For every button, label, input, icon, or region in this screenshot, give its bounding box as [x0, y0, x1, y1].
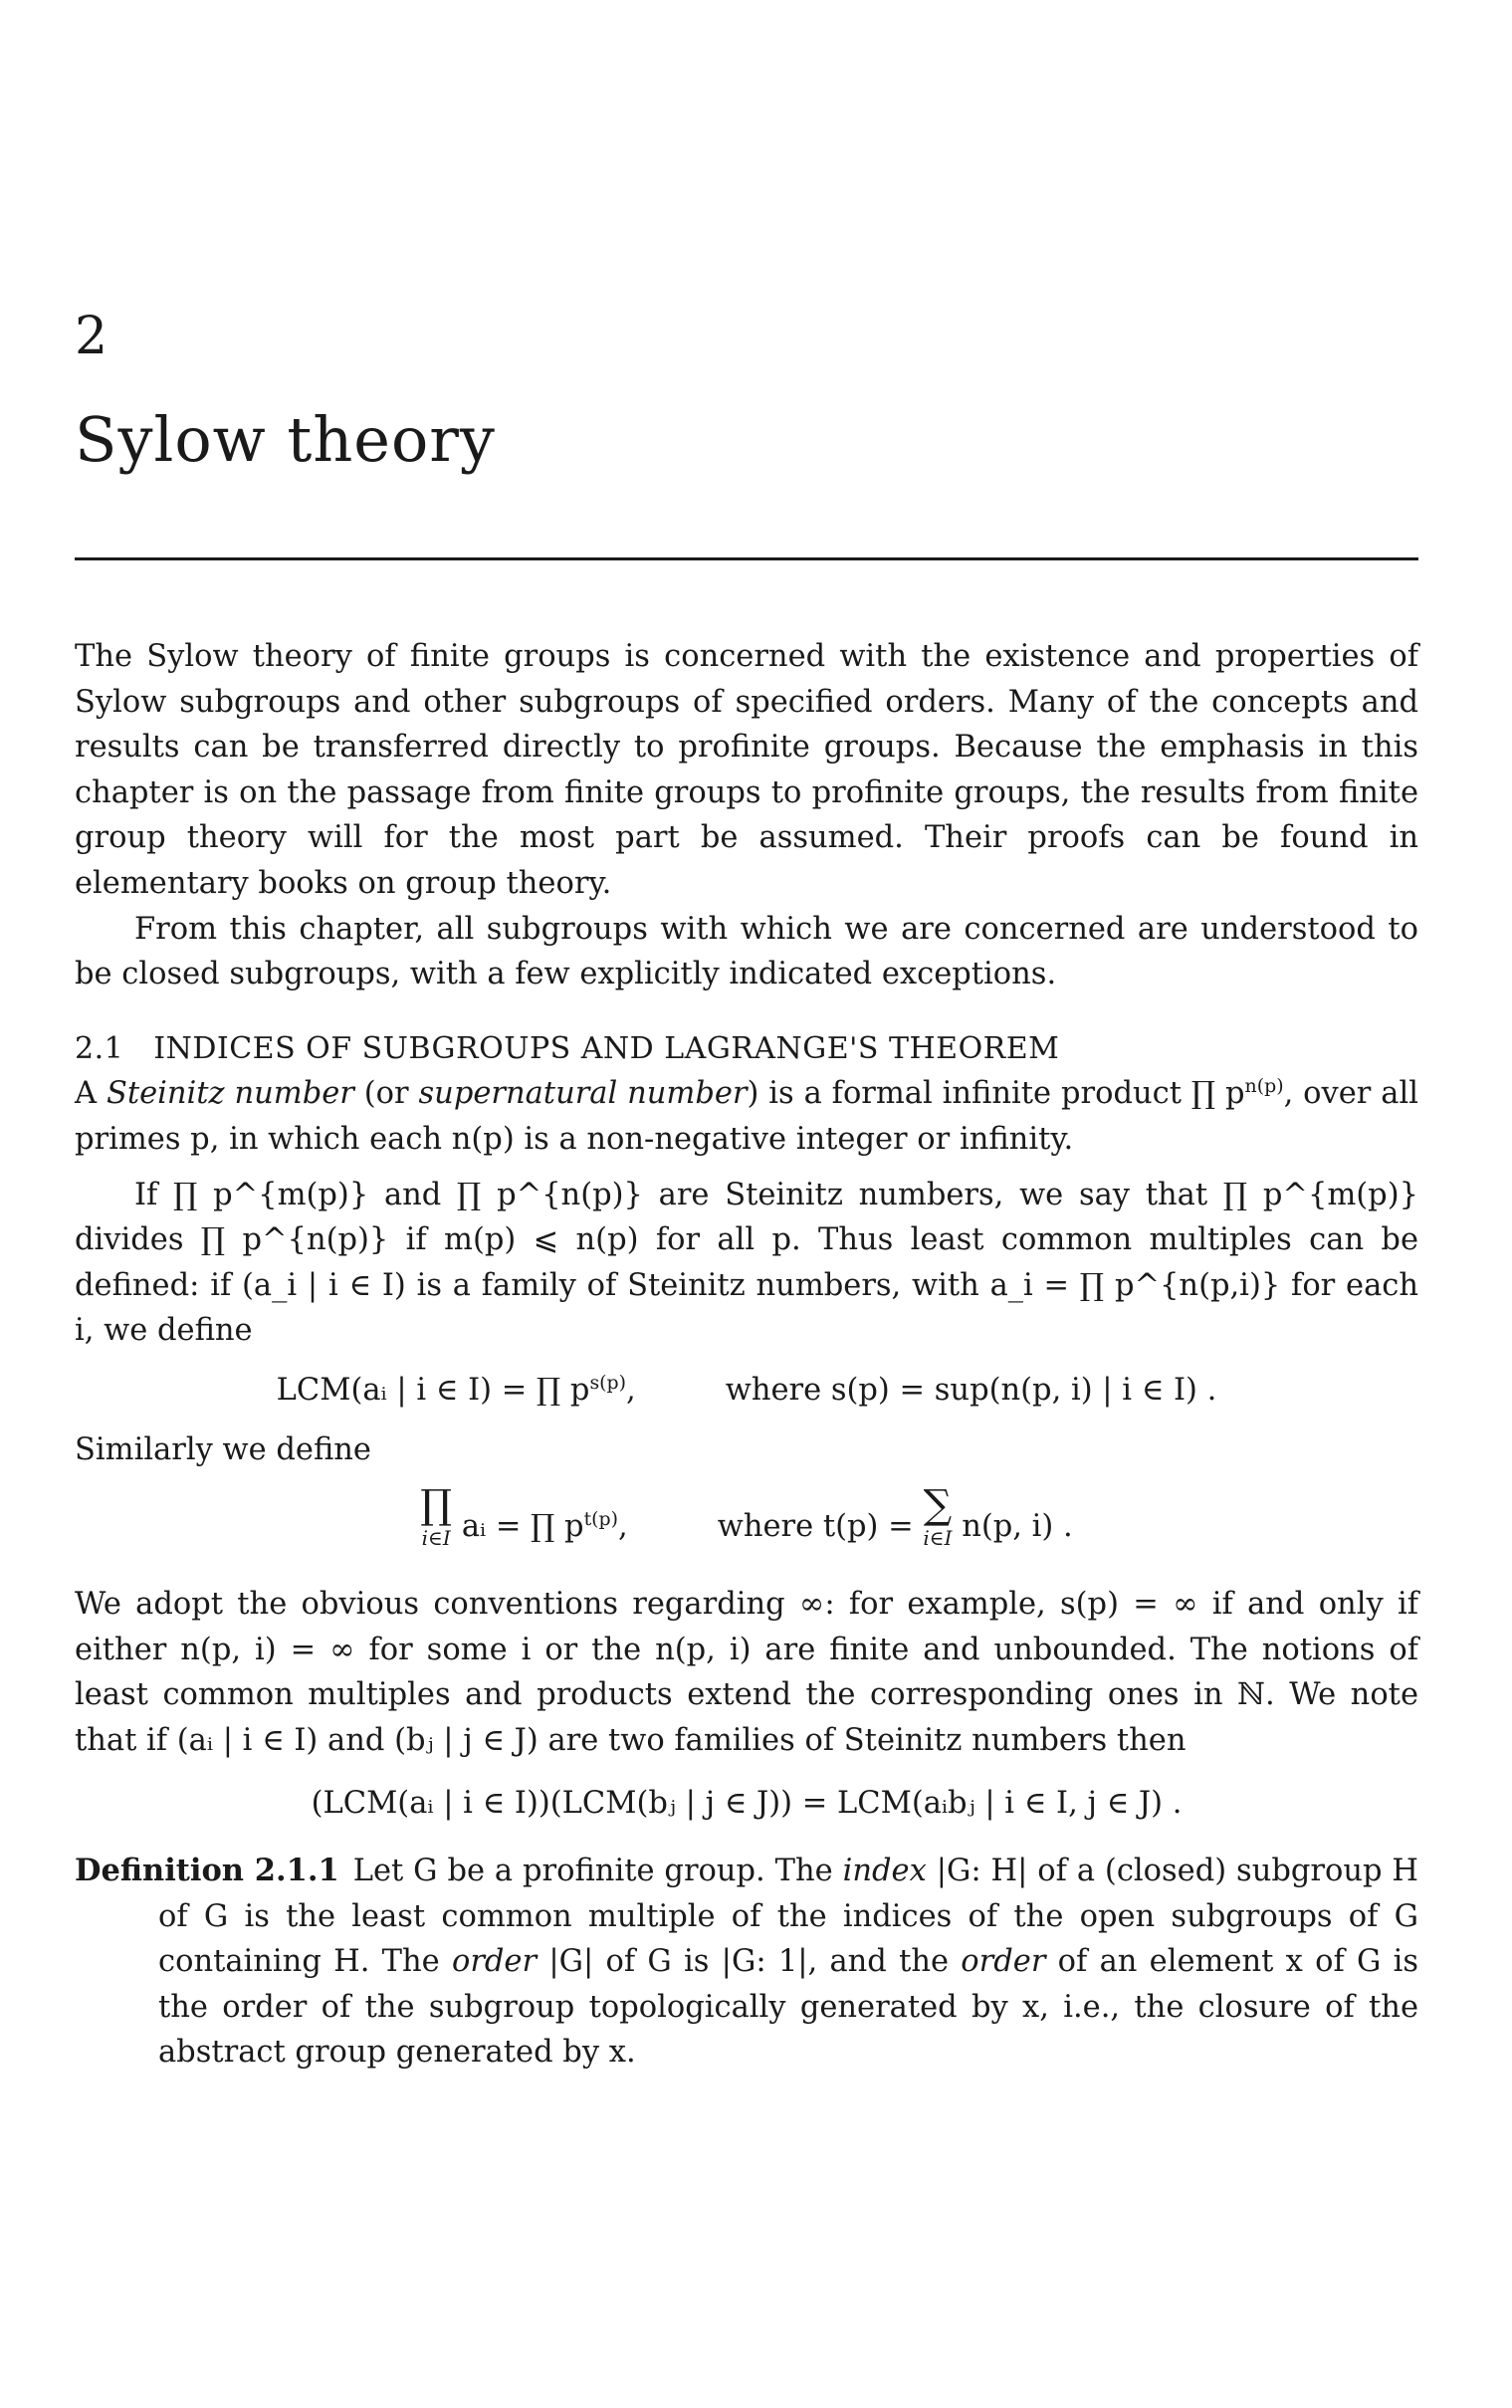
product-left-exponent: t(p) — [583, 1507, 619, 1530]
section-number: 2.1 — [75, 1030, 124, 1066]
chapter-rule — [75, 557, 1418, 560]
lcm-left-comma: , — [626, 1372, 636, 1408]
sum-subscript: i∈I — [923, 1526, 953, 1551]
product-formula-right — [718, 1482, 1073, 1550]
chapter-title: Sylow theory — [75, 403, 496, 476]
lcm-left-exponent: s(p) — [589, 1371, 627, 1394]
product-subscript: i∈I — [421, 1526, 451, 1551]
sum-operator: ∑ — [923, 1482, 953, 1529]
steinitz-exponent: n(p) — [1244, 1075, 1284, 1098]
definition-text-d: of an element x of G is the order of the subgroup topologically generated by x, i.e., the closure of the abstract group generated by x. — [158, 1944, 1419, 2071]
product-formula-left — [420, 1482, 627, 1550]
steinitz-paren: (or — [363, 1076, 409, 1112]
definition-label: Definition 2.1.1 — [75, 1853, 339, 1889]
lcm-left-text: LCM(aᵢ | i ∈ I) = ∏ p — [276, 1372, 590, 1408]
definition-2-1-1 — [75, 1849, 1418, 2076]
body-text — [75, 634, 1418, 2076]
section-heading — [75, 1026, 1418, 1072]
lcm-formula-left — [277, 1368, 636, 1414]
term-steinitz-number: Steinitz number — [106, 1076, 354, 1112]
conventions-paragraph: We adopt the obvious conventions regarding ∞: for example, s(p) = ∞ if and only if either n(p, i) = ∞ for some i or the n(p, i) are finite and unbounded. The notions of least common multiples and products extend the corresponding ones in ℕ. We note that if (aᵢ | i ∈ I) and (bⱼ | j ∈ J) are two families of Steinitz numbers then — [75, 1587, 1418, 1758]
product-left-body — [462, 1504, 628, 1550]
steinitz-lead: A — [75, 1076, 98, 1112]
definition-text-c: |G| of G is |G: 1|, and the — [548, 1944, 950, 1980]
term-order-2: order — [961, 1944, 1046, 1980]
product-operator: ∏ — [420, 1482, 453, 1529]
chapter-number: 2 — [75, 307, 108, 366]
steinitz-rest: ) is a formal infinite product ∏ p — [747, 1076, 1245, 1112]
intro-paragraph-2: From this chapter, all subgroups with which we are concerned are understood to be closed subgroups, with a few explicitly indicated exceptions. — [75, 911, 1418, 992]
product-left-term: aᵢ = ∏ p — [461, 1509, 584, 1545]
divides-paragraph: If ∏ p^{m(p)} and ∏ p^{n(p)} are Steinitz numbers, we say that ∏ p^{m(p)} divides ∏ p^{n(p)} if m(p) ⩽ n(p) for all p. Thus least common multiples can be defined: if (a_i | i ∈ I) is a family of Steinitz numbers, with a_i = ∏ p^{n(p,i)} for each i, we define — [75, 1177, 1418, 1349]
section-title: INDICES OF SUBGROUPS AND LAGRANGE'S THEOREM — [153, 1030, 1060, 1066]
product-right-term: n(p, i) . — [962, 1509, 1073, 1545]
similarly-line: Similarly we define — [75, 1431, 371, 1467]
definition-text-a: Let G be a profinite group. The — [352, 1854, 833, 1889]
product-right-pre: where t(p) = — [717, 1509, 914, 1545]
product-left-comma: , — [618, 1509, 628, 1545]
term-supernatural-number: supernatural number — [418, 1076, 748, 1112]
intro-paragraph-1: The Sylow theory of finite groups is concerned with the existence and properties of Sylow subgroups and other subgroups of specified orders. Many of the concepts and results can be transferred directly to profinite groups. Because the emphasis in this chapter is on the passage from finite groups to profinite groups, the results from finite group theory will for the most part be assumed. Their proofs can be found in elementary books on group theory. — [75, 639, 1418, 901]
product-display — [75, 1482, 1418, 1566]
steinitz-definition-paragraph — [75, 1071, 1418, 1162]
definition-text-b: |G: H| of a (closed) subgroup H of G is the least common multiple of the indices of the open subgroups of G containing H. The — [158, 1854, 1418, 1980]
lcm-product-display: (LCM(aᵢ | i ∈ I))(LCM(bⱼ | j ∈ J)) = LCM(aᵢbⱼ | i ∈ I, j ∈ J) . — [311, 1786, 1183, 1822]
term-index: index — [842, 1854, 927, 1889]
term-order-1: order — [451, 1944, 538, 1980]
lcm-formula-right: where s(p) = sup(n(p, i) | i ∈ I) . — [725, 1372, 1217, 1408]
steinitz-rest-2: , over all primes p, in which each n(p) is a non-negative integer or infinity. — [75, 1076, 1418, 1157]
lcm-display — [75, 1368, 1418, 1414]
